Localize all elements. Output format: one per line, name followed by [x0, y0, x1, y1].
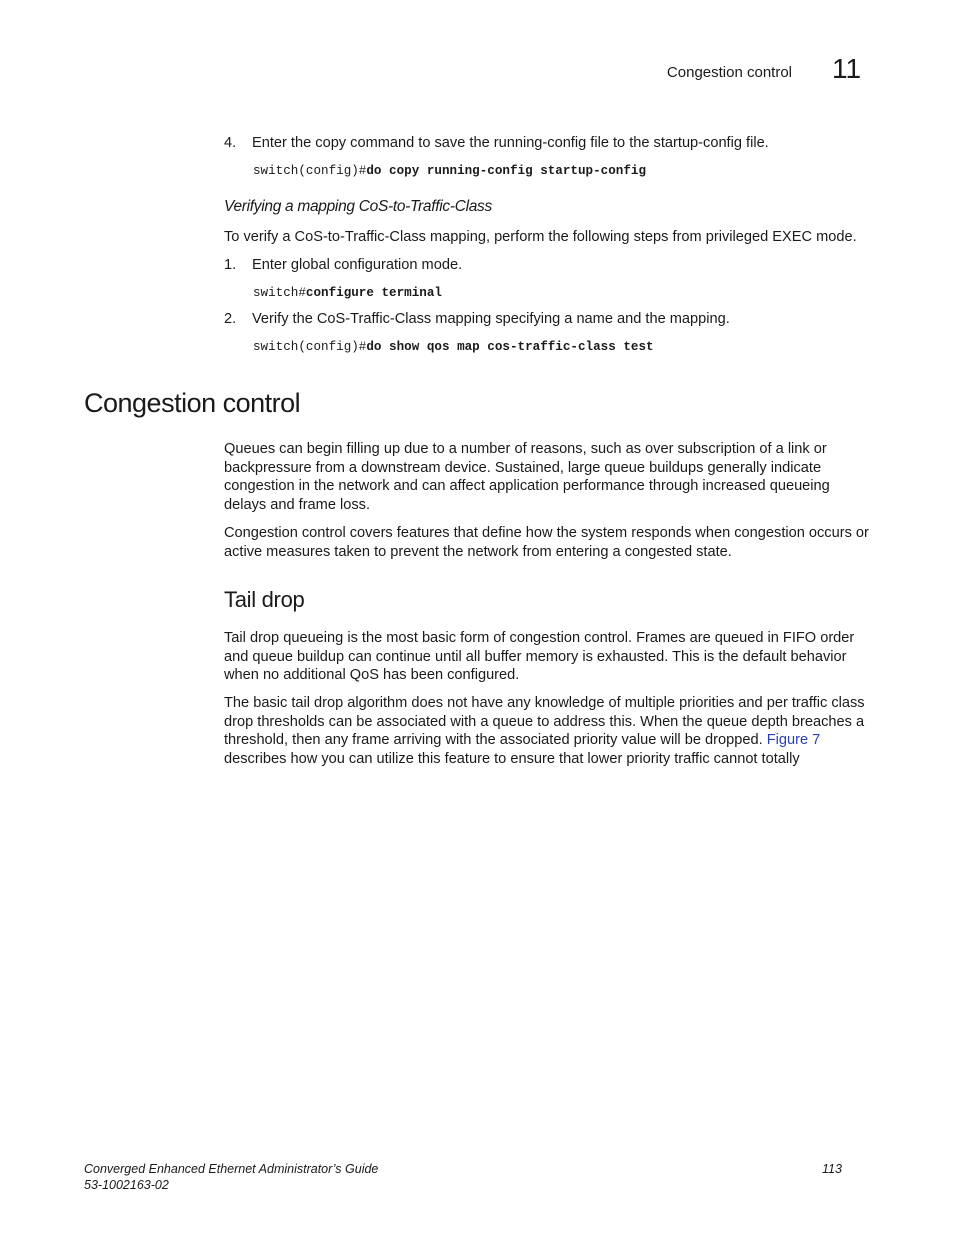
step-text: Enter the copy command to save the running-config file to the startup-config file. [252, 135, 769, 151]
footer-guide-title: Converged Enhanced Ethernet Administrator’s Guide [84, 1162, 379, 1176]
step-text: Verify the CoS-Traffic-Class mapping specifying a name and the mapping. [252, 311, 730, 327]
congestion-paragraph-2: Congestion control covers features that define how the system responds when congestion occurs or active measures taken to prevent the network from entering a congested state. [224, 525, 869, 560]
code-prompt: switch# [253, 286, 306, 300]
step-number: 4. [224, 135, 237, 151]
subsection-heading-tail-drop: Tail drop [224, 587, 305, 612]
paragraph-text-tail: describes how you can utilize this feature to ensure that lower priority traffic cannot totally [224, 751, 800, 768]
step-1 [224, 256, 462, 275]
chapter-number: 11 [832, 53, 862, 84]
step-number: 1. [224, 257, 237, 273]
step-2 [224, 310, 730, 329]
step-number: 2. [224, 311, 237, 327]
footer-guide-info [84, 1162, 378, 1193]
congestion-paragraph-1: Queues can begin filling up due to a number of reasons, such as over subscription of a link or backpressure from a downstream device. Sustained, large queue buildups generally indicate congestion in the network and can affect application performance through increased queueing delays and frame loss. [224, 441, 830, 514]
step-text: Enter global configuration mode. [252, 257, 463, 273]
footer-doc-number: 53-1002163-02 [84, 1177, 169, 1192]
code-example-copy [253, 164, 646, 178]
code-prompt: switch(config)# [253, 164, 367, 178]
running-header-title: Congestion control [666, 64, 792, 81]
code-command: configure terminal [305, 286, 442, 300]
verify-intro: To verify a CoS-to-Traffic-Class mapping, perform the following steps from privileged EXEC mode. [224, 229, 857, 245]
code-command: do copy running-config startup-config [366, 164, 647, 178]
code-command: do show qos map cos-traffic-class test [366, 340, 654, 354]
subsection-heading: Verifying a mapping CoS-to-Traffic-Class [224, 198, 492, 215]
page-number: 113 [822, 1162, 842, 1176]
code-example-show [253, 340, 654, 354]
figure-7-link[interactable]: Figure 7 [766, 732, 821, 749]
section-heading: Congestion control [84, 388, 301, 418]
tail-drop-paragraph-1: Tail drop queueing is the most basic form of congestion control. Frames are queued in FIFO order and queue buildup can continue until all buffer memory is exhausted. This is the default behavior when no additional QoS has been configured. [224, 630, 855, 684]
code-example-configure [253, 286, 442, 300]
step-4 [224, 134, 769, 153]
code-prompt: switch(config)# [253, 340, 367, 354]
paragraph-text: The basic tail drop algorithm does not have any knowledge of multiple priorities and per traffic class drop thresholds can be associated with a queue to address this. When the queue depth breaches a threshold, then any frame arriving with the associated priority value will be dropped. [224, 695, 865, 749]
tail-drop-paragraph-2 [224, 694, 870, 769]
